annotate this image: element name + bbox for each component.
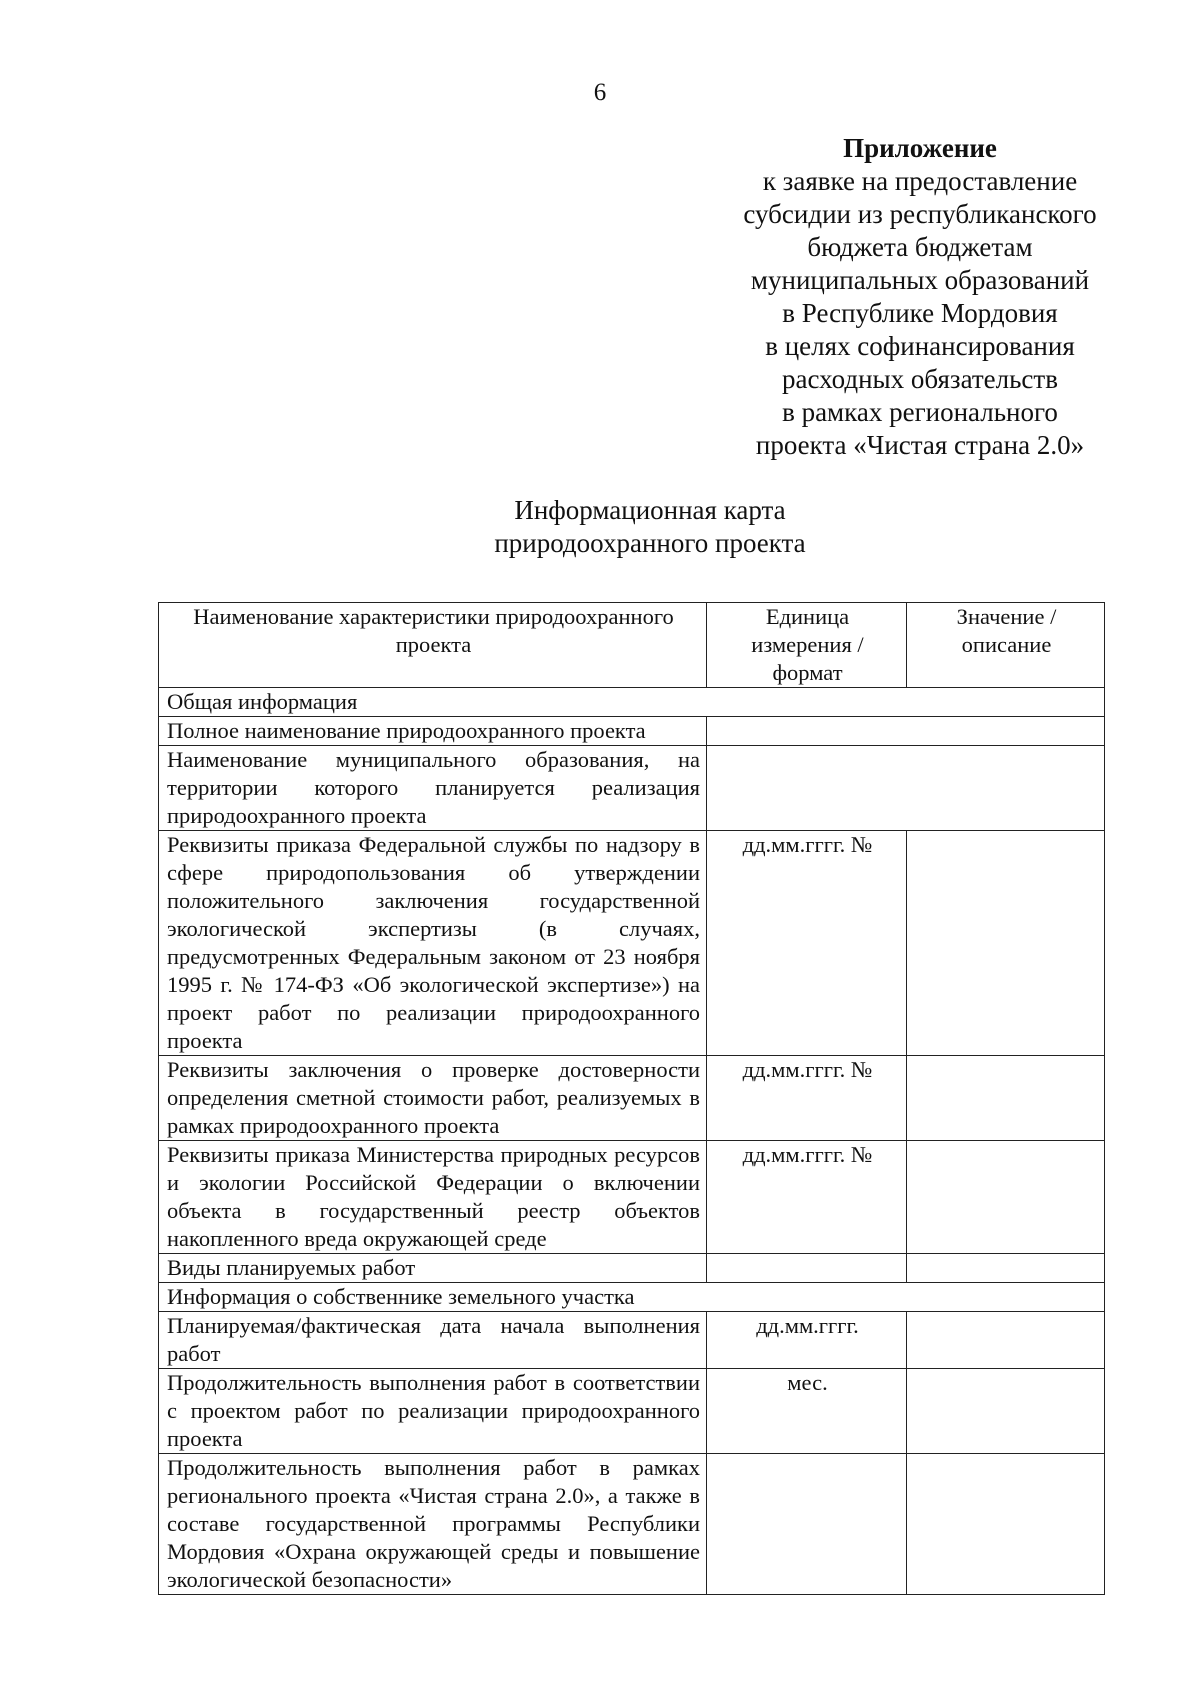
appendix-line: в целях софинансирования xyxy=(765,331,1075,361)
appendix-line: бюджета бюджетам xyxy=(807,232,1033,262)
row-name-cell: Продолжительность выполнения работ в рамках регионального проекта «Чистая страна 2.0», а также в составе государственной программы Республики Мордовия «Охрана окружающей среды и повышение экологической безопасности» xyxy=(159,1454,707,1595)
appendix-line: в рамках регионального xyxy=(782,397,1058,427)
table-row xyxy=(159,831,1105,1056)
row-name-cell: Информация о собственнике земельного участка xyxy=(159,1283,1105,1312)
row-value-cell xyxy=(907,1312,1105,1369)
header-name-cell: Наименование характеристики природоохранного проекта xyxy=(159,603,707,688)
header-value-cell: Значение / описание xyxy=(907,603,1105,688)
row-name-cell: Планируемая/фактическая дата начала выполнения работ xyxy=(159,1312,707,1369)
row-name-cell: Продолжительность выполнения работ в соответствии с проектом работ по реализации природоохранного проекта xyxy=(159,1369,707,1454)
row-unit-cell: дд.мм.гггг. xyxy=(707,1312,907,1369)
card-title-line: Информационная карта xyxy=(514,495,786,525)
page-number: 6 xyxy=(593,79,607,106)
row-unit-cell: мес. xyxy=(707,1369,907,1454)
info-card-table xyxy=(158,602,1105,1595)
row-name-cell: Наименование муниципального образования, на территории которого планируется реализация природоохранного проекта xyxy=(159,746,707,831)
row-unit-cell xyxy=(707,1454,907,1595)
table-row xyxy=(159,1369,1105,1454)
row-value-cell xyxy=(907,1454,1105,1595)
table-row xyxy=(159,688,1105,717)
row-name-cell: Реквизиты приказа Министерства природных ресурсов и экологии Российской Федерации о включении объекта в государственный реестр объектов накопленного вреда окружающей среде xyxy=(159,1141,707,1254)
table-row xyxy=(159,1454,1105,1595)
header-unit-cell: Единица измерения / формат xyxy=(707,603,907,688)
row-unit-cell: дд.мм.гггг. № xyxy=(707,1141,907,1254)
table-row xyxy=(159,1056,1105,1141)
row-value-cell xyxy=(907,1254,1105,1283)
appendix-block xyxy=(720,132,1120,462)
row-value-cell xyxy=(707,717,1105,746)
row-value-cell xyxy=(707,746,1105,831)
table-row xyxy=(159,1312,1105,1369)
card-title-line: природоохранного проекта xyxy=(494,528,806,558)
row-value-cell xyxy=(907,1141,1105,1254)
row-unit-cell: дд.мм.гггг. № xyxy=(707,831,907,1056)
appendix-line: муниципальных образований xyxy=(750,265,1090,295)
row-name-cell: Полное наименование природоохранного проекта xyxy=(159,717,707,746)
row-value-cell xyxy=(907,1369,1105,1454)
table-row xyxy=(159,1254,1105,1283)
section-cell: Общая информация xyxy=(159,688,1105,717)
appendix-line: проекта «Чистая страна 2.0» xyxy=(755,430,1085,460)
row-value-cell xyxy=(907,1056,1105,1141)
row-name-cell: Реквизиты заключения о проверке достоверности определения сметной стоимости работ, реализуемых в рамках природоохранного проекта xyxy=(159,1056,707,1141)
table-row xyxy=(159,746,1105,831)
appendix-line: к заявке на предоставление xyxy=(762,166,1078,196)
row-unit-cell: дд.мм.гггг. № xyxy=(707,1056,907,1141)
table-row xyxy=(159,1141,1105,1254)
table-row xyxy=(159,1283,1105,1312)
appendix-line: расходных обязательств xyxy=(782,364,1058,394)
appendix-title: Приложение xyxy=(843,133,997,163)
row-unit-cell xyxy=(707,1254,907,1283)
row-name-cell: Виды планируемых работ xyxy=(159,1254,707,1283)
row-name-cell: Реквизиты приказа Федеральной службы по надзору в сфере природопользования об утверждении положительного заключения государственной экологической экспертизы (в случаях, предусмотренных Федеральным законом от 23 ноября 1995 г. № 174-ФЗ «Об экологической экспертизе») на проект работ по реализации природоохранного проекта xyxy=(159,831,707,1056)
appendix-line: в Республике Мордовия xyxy=(782,298,1058,328)
table-header-row xyxy=(159,603,1105,688)
appendix-line: субсидии из республиканского xyxy=(743,199,1097,229)
row-value-cell xyxy=(907,831,1105,1056)
card-title xyxy=(400,494,900,560)
table-row xyxy=(159,717,1105,746)
